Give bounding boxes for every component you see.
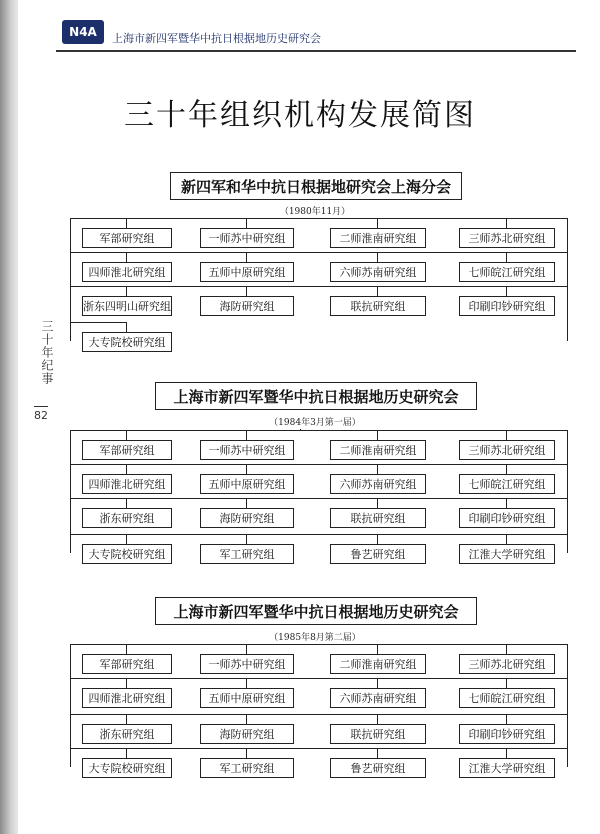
- research-group-box: 联抗研究组: [330, 508, 426, 528]
- research-group-box: 大专院校研究组: [82, 544, 172, 564]
- research-group-box: 大专院校研究组: [82, 332, 172, 352]
- connector-line: [377, 218, 378, 228]
- connector-line: [70, 252, 567, 253]
- connector-line: [246, 498, 247, 508]
- research-group-box: 二师淮南研究组: [330, 440, 426, 460]
- connector-line: [506, 286, 507, 296]
- connector-line: [126, 678, 127, 688]
- connector-line: [246, 252, 247, 262]
- connector-line: [246, 286, 247, 296]
- connector-line: [506, 678, 507, 688]
- connector-line: [377, 534, 378, 544]
- research-group-box: 江淮大学研究组: [459, 758, 555, 778]
- connector-line: [126, 322, 127, 332]
- research-group-box: 六师苏南研究组: [330, 474, 426, 494]
- research-group-box: 军部研究组: [82, 654, 172, 674]
- research-group-box: 浙东研究组: [82, 724, 172, 744]
- research-group-box: 军部研究组: [82, 228, 172, 248]
- page-title: 三十年组织机构发展简图: [124, 98, 476, 133]
- research-group-box: 四师淮北研究组: [82, 262, 172, 282]
- connector-line: [126, 218, 127, 228]
- connector-line: [377, 748, 378, 758]
- research-group-box: 军工研究组: [200, 758, 294, 778]
- connector-line: [506, 714, 507, 724]
- connector-line: [126, 714, 127, 724]
- research-group-box: 浙东四明山研究组: [82, 296, 172, 316]
- connector-line: [70, 748, 567, 749]
- connector-line: [506, 430, 507, 440]
- connector-line: [377, 678, 378, 688]
- connector-line: [126, 534, 127, 544]
- research-group-box: 江淮大学研究组: [459, 544, 555, 564]
- connector-line: [506, 464, 507, 474]
- research-group-box: 军部研究组: [82, 440, 172, 460]
- connector-line: [126, 252, 127, 262]
- connector-line: [126, 498, 127, 508]
- connector-line: [246, 678, 247, 688]
- connector-line: [70, 678, 567, 679]
- research-group-box: 五师中原研究组: [200, 688, 294, 708]
- org-section-title: 新四军和华中抗日根据地研究会上海分会: [170, 172, 462, 200]
- research-group-box: 军工研究组: [200, 544, 294, 564]
- research-group-box: 印刷印钞研究组: [459, 724, 555, 744]
- research-group-box: 五师中原研究组: [200, 262, 294, 282]
- connector-line: [506, 748, 507, 758]
- connector-line: [246, 218, 247, 228]
- research-group-box: 四师淮北研究组: [82, 474, 172, 494]
- connector-line: [506, 534, 507, 544]
- research-group-box: 六师苏南研究组: [330, 688, 426, 708]
- research-group-box: 海防研究组: [200, 508, 294, 528]
- research-group-box: 鲁艺研究组: [330, 758, 426, 778]
- connector-line: [246, 464, 247, 474]
- connector-line: [246, 748, 247, 758]
- connector-line: [377, 714, 378, 724]
- connector-line: [70, 644, 567, 645]
- connector-line: [70, 218, 71, 341]
- connector-line: [567, 430, 568, 553]
- research-group-box: 七师皖江研究组: [459, 262, 555, 282]
- org-section-date: （1984年3月第一届）: [269, 418, 361, 428]
- connector-line: [377, 252, 378, 262]
- connector-line: [377, 286, 378, 296]
- connector-line: [70, 464, 567, 465]
- connector-line: [246, 644, 247, 654]
- org-section-title: 上海市新四军暨华中抗日根据地历史研究会: [155, 597, 477, 625]
- connector-line: [567, 644, 568, 767]
- margin-decoration: 三十年纪事: [40, 320, 54, 385]
- connector-line: [70, 714, 567, 715]
- research-group-box: 三师苏北研究组: [459, 228, 555, 248]
- connector-line: [126, 430, 127, 440]
- org-section-title: 上海市新四军暨华中抗日根据地历史研究会: [155, 382, 477, 410]
- connector-line: [246, 430, 247, 440]
- research-group-box: 鲁艺研究组: [330, 544, 426, 564]
- research-group-box: 一师苏中研究组: [200, 440, 294, 460]
- connector-line: [70, 498, 567, 499]
- connector-line: [377, 464, 378, 474]
- connector-line: [70, 286, 567, 287]
- research-group-box: 二师淮南研究组: [330, 654, 426, 674]
- connector-line: [126, 464, 127, 474]
- research-group-box: 印刷印钞研究组: [459, 508, 555, 528]
- connector-line: [70, 430, 71, 553]
- n4a-logo: N4A: [62, 20, 104, 44]
- research-group-box: 一师苏中研究组: [200, 654, 294, 674]
- connector-line: [246, 714, 247, 724]
- org-section-date: （1980年11月）: [279, 207, 351, 217]
- page-number: 82: [34, 406, 48, 422]
- connector-line: [567, 218, 568, 341]
- research-group-box: 大专院校研究组: [82, 758, 172, 778]
- connector-line: [506, 252, 507, 262]
- connector-line: [126, 748, 127, 758]
- research-group-box: 二师淮南研究组: [330, 228, 426, 248]
- research-group-box: 六师苏南研究组: [330, 262, 426, 282]
- research-group-box: 三师苏北研究组: [459, 440, 555, 460]
- header-title: 上海市新四军暨华中抗日根据地历史研究会: [112, 32, 321, 45]
- connector-line: [506, 644, 507, 654]
- research-group-box: 印刷印钞研究组: [459, 296, 555, 316]
- connector-line: [70, 534, 567, 535]
- connector-line: [70, 644, 71, 767]
- connector-line: [70, 218, 567, 219]
- research-group-box: 一师苏中研究组: [200, 228, 294, 248]
- research-group-box: 浙东研究组: [82, 508, 172, 528]
- research-group-box: 联抗研究组: [330, 724, 426, 744]
- connector-line: [506, 498, 507, 508]
- research-group-box: 五师中原研究组: [200, 474, 294, 494]
- research-group-box: 四师淮北研究组: [82, 688, 172, 708]
- connector-line: [70, 430, 567, 431]
- connector-line: [126, 644, 127, 654]
- connector-line: [506, 218, 507, 228]
- org-section-date: （1985年8月第二届）: [269, 633, 361, 643]
- connector-line: [377, 498, 378, 508]
- research-group-box: 七师皖江研究组: [459, 474, 555, 494]
- connector-line: [377, 644, 378, 654]
- connector-line: [377, 430, 378, 440]
- connector-line: [246, 534, 247, 544]
- connector-line: [70, 322, 126, 323]
- research-group-box: 七师皖江研究组: [459, 688, 555, 708]
- research-group-box: 海防研究组: [200, 296, 294, 316]
- research-group-box: 海防研究组: [200, 724, 294, 744]
- research-group-box: 三师苏北研究组: [459, 654, 555, 674]
- research-group-box: 联抗研究组: [330, 296, 426, 316]
- connector-line: [126, 286, 127, 296]
